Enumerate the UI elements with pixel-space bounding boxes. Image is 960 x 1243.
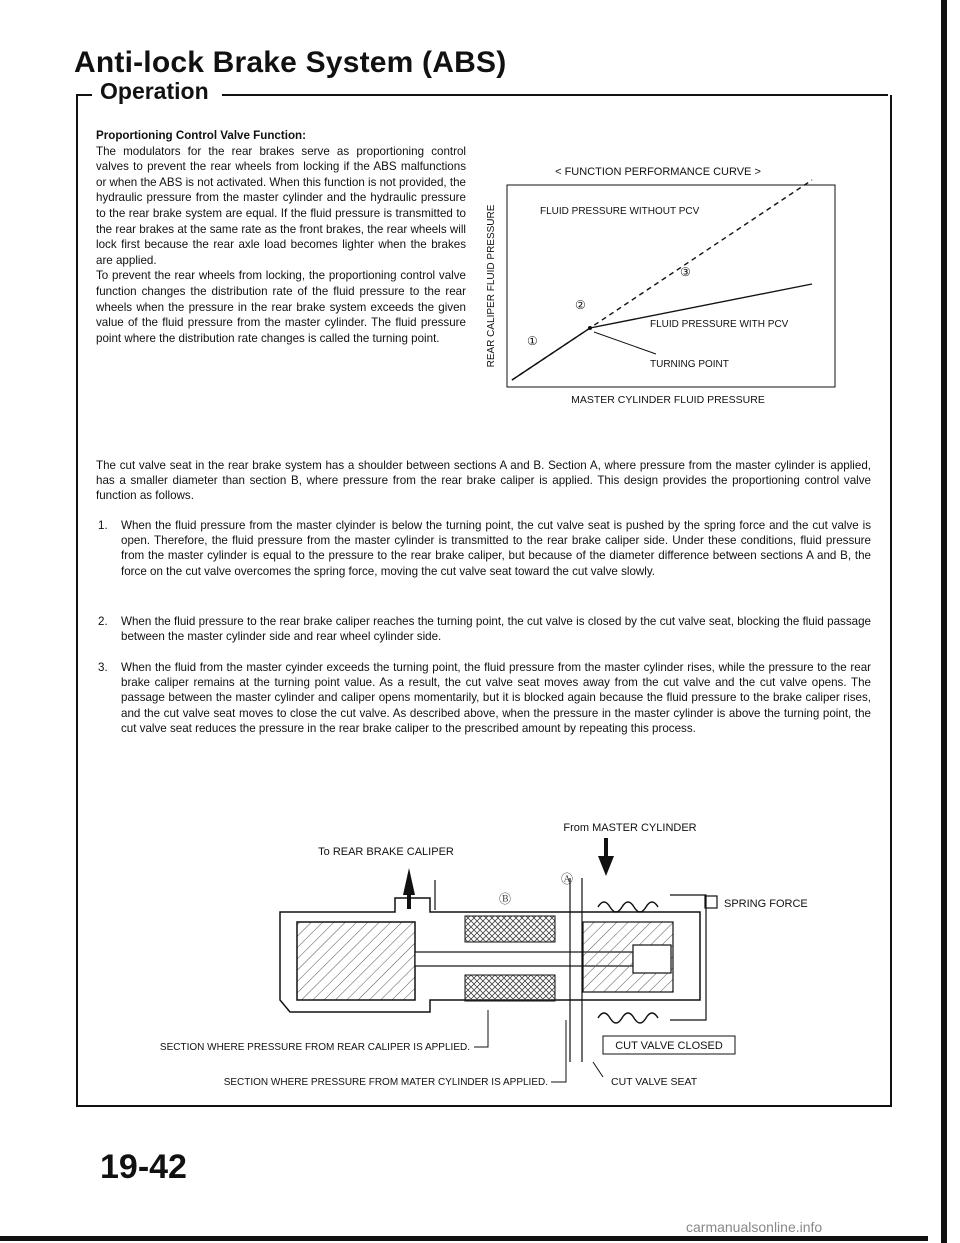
chart-title: < FUNCTION PERFORMANCE CURVE > — [555, 166, 761, 178]
series-label-without-pcv: FLUID PRESSURE WITHOUT PCV — [540, 206, 700, 217]
step-text: When the fluid from the master cyinder exceeds the turning point, the fluid pressure from the master cylinder rises, while the pressure to the rear brake caliper remains at the turning point value. As a result, the cut valve seat moves away from the cut valve and the cut valve opens. The passage between the master cylinder and caliper opens momentarily, but it is blocked again because the fluid pressure to the brake caliper rises, and the cut valve seat moves to close the cut valve. As described above, when the pressure in the master cylinder is above the turning point, the cut valve seat reduces the pressure in the rear brake caliper to the prescribed amount by repeating this process. — [121, 661, 871, 735]
label-cut-valve-closed: CUT VALVE CLOSED — [615, 1040, 723, 1052]
label-spring-force: SPRING FORCE — [724, 898, 808, 910]
watermark: carmanualsonline.info — [686, 1219, 823, 1235]
chart-xlabel: MASTER CYLINDER FLUID PRESSURE — [571, 394, 765, 406]
page-number: 19-42 — [100, 1148, 187, 1186]
label-section-rear: SECTION WHERE PRESSURE FROM REAR CALIPER IS APPLIED. — [159, 1042, 470, 1053]
mark-b: Ⓑ — [498, 892, 512, 906]
mark-a: Ⓐ — [560, 872, 574, 886]
step-number: 1. — [98, 519, 108, 532]
section-title: Operation — [100, 78, 209, 104]
point-marker-2: ② — [575, 298, 586, 312]
label-section-master: SECTION WHERE PRESSURE FROM MATER CYLINDER IS APPLIED. — [223, 1077, 548, 1088]
binding-edge — [941, 0, 947, 1243]
step-number: 3. — [98, 661, 108, 674]
intro-paragraph-1: The modulators for the rear brakes serve as proportioning control valves to prevent the rear wheels from locking if the ABS malfunctions or when the ABS is not activated. When this function is not provided, the hydraulic pressure from the master cylinder and the hydraulic pressure to the rear brake system are equal. If the fluid pressure is transmitted to the rear brakes at the same rate as the front brakes, the rear wheels will lock first because the rear axle load becomes lighter when the brakes are applied. — [96, 144, 466, 267]
point-marker-1: ① — [527, 334, 538, 348]
series-label-with-pcv: FLUID PRESSURE WITH PCV — [650, 319, 789, 330]
step-number: 2. — [98, 615, 108, 628]
label-to-rear-caliper: To REAR BRAKE CALIPER — [318, 846, 454, 858]
step-text: When the fluid pressure from the master clyinder is below the turning point, the cut valve seat is pushed by the spring force and the cut valve is open. Therefore, the fluid pressure from the master cylinder is transmitted to the rear brake caliper side. Under these conditions, fluid pressure from the master cylinder is equal to the pressure to the rear brake caliper, but because of the diameter difference between sections A and B, the force on the cut valve overcomes the spring force, moving the cut valve seat toward the cut valve slowly. — [121, 519, 871, 578]
turning-point-label: TURNING POINT — [650, 359, 729, 370]
label-cut-valve-seat: CUT VALVE SEAT — [611, 1076, 698, 1088]
label-from-master: From MASTER CYLINDER — [563, 822, 697, 834]
chart-ylabel: REAR CALIPER FLUID PRESSURE — [486, 204, 497, 368]
step-text: When the fluid pressure to the rear brake caliper reaches the turning point, the cut valve is closed by the cut valve seat, blocking the fluid passage between the master cylinder side and rear wheel cylinder side. — [121, 615, 871, 644]
page-title: Anti-lock Brake System (ABS) — [74, 46, 507, 79]
point-marker-3: ③ — [680, 265, 691, 279]
body-paragraph: The cut valve seat in the rear brake system has a shoulder between sections A and B. Section A, where pressure from the master cylinder is applied, has a smaller diameter than section B, where pressure from the rear brake caliper is applied. This design provides the proportioning control valve function as follows. — [96, 459, 871, 503]
bottom-bar — [0, 1236, 928, 1241]
intro-heading: Proportioning Control Valve Function: — [96, 129, 306, 142]
intro-paragraph-2: To prevent the rear wheels from locking, the proportioning control valve function changes the distribution rate of the fluid pressure to the rear wheels when the pressure in the rear brake system exceeds the given value of the fluid pressure from the master cylinder. The fluid pressure point where the distribution rate changes is called the turning point. — [96, 269, 466, 345]
